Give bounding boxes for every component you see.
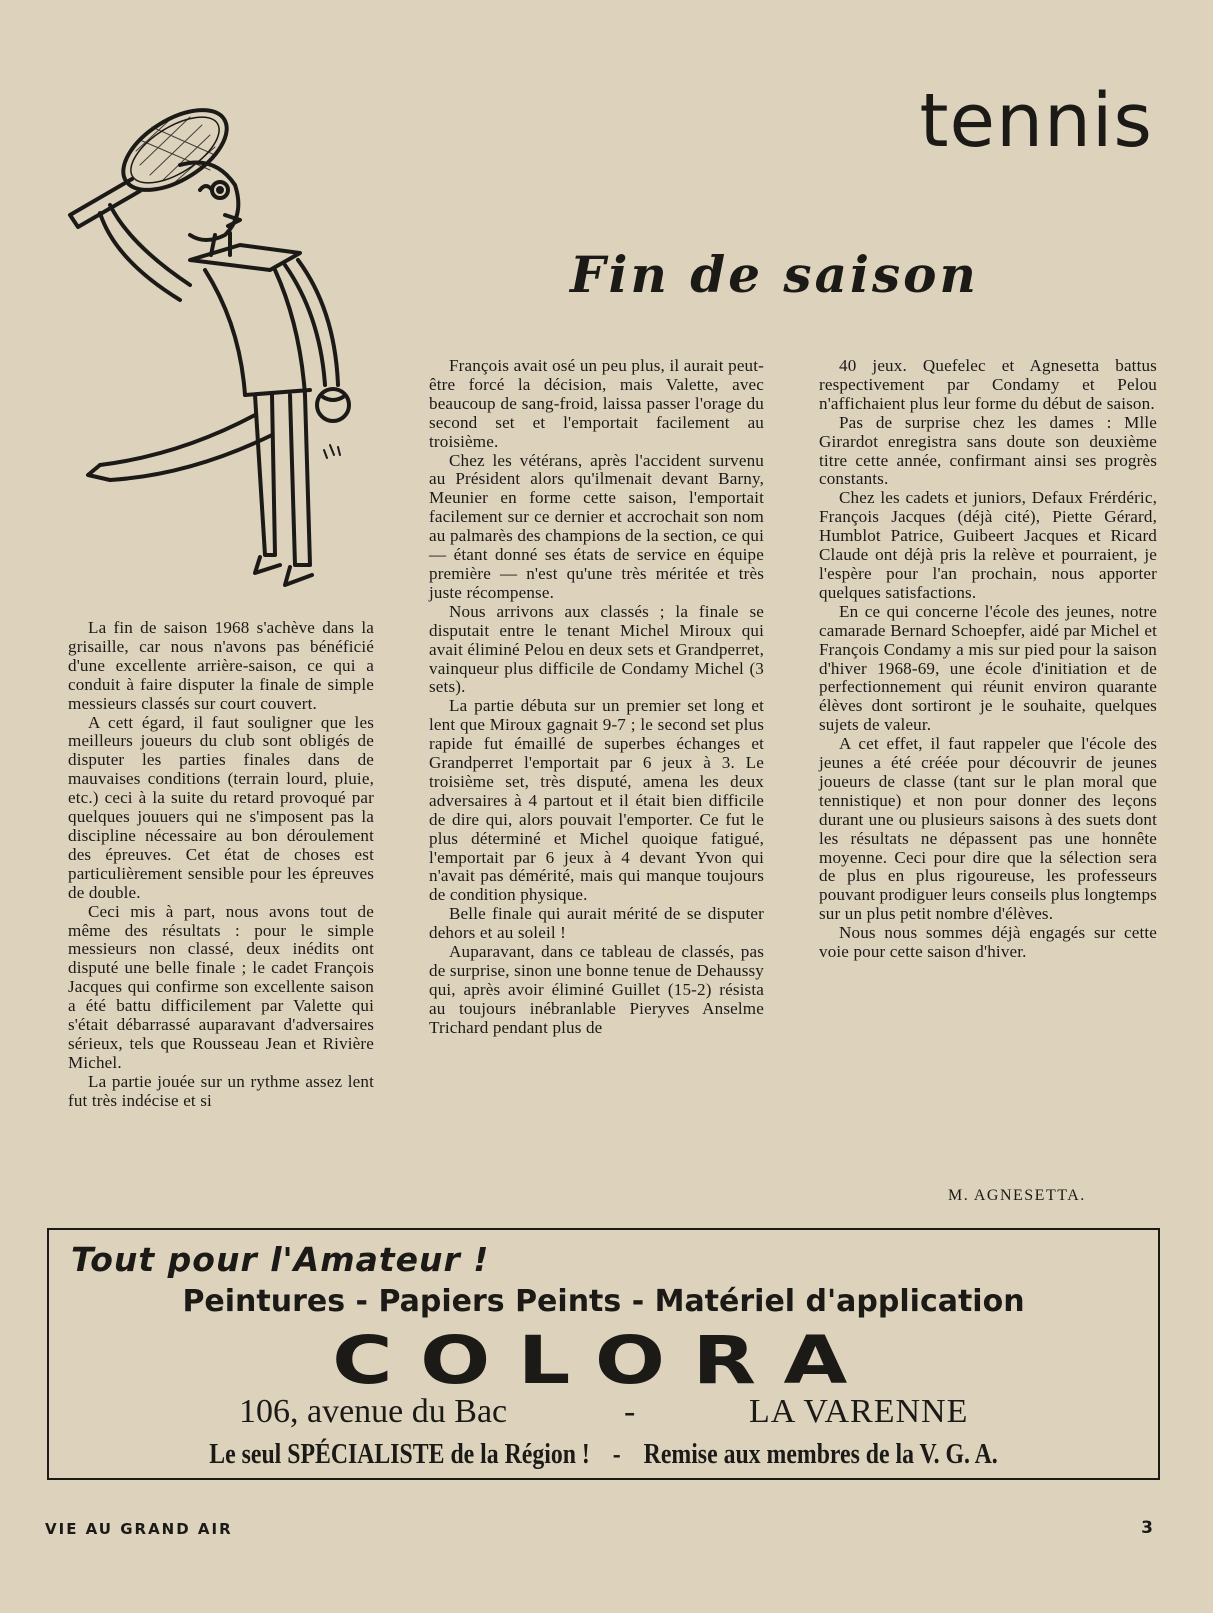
ad-separator: -: [624, 1393, 636, 1430]
section-title: tennis: [919, 78, 1153, 164]
article-paragraph: La partie débuta sur un premier set long et lent que Miroux gagnait 9-7 ; le second set plus rapide fut émaillé de superbes échanges et Grandperret l'emportait par 6 jeux à 3. Le troisième set, très disputé, amena les deux adversaires à 4 partout et il était bien difficile de dire qui, alors pouvait l'emporter. Ce fut le plus déterminé et Michel quoique fatigué, l'emportait par 6 jeux à 4 devant Yvon qui n'avait pas démérité, mais qui manque toujours de condition physique.: [429, 696, 764, 905]
article-paragraph: François avait osé un peu plus, il aurait peut-être forcé la décision, mais Valette, avec beaucoup de sang-froid, laissa passer l'orage du second set et l'emportait facilement au troisième.: [429, 356, 764, 451]
article-paragraph: A cett égard, il faut souligner que les meilleurs joueurs du club sont obligés de disputer les parties finales dans de mauvaises conditions (terrain lourd, pluie, etc.) ceci à la suite du retard provoqué par quelques jouuers qui ne s'imposent pas la discipline nécessaire au bon déroulement des épreuves. Cet état de choses est particulièrement sensible pour les épreuves de double.: [68, 712, 374, 902]
article-signature: M. AGNESETTA.: [948, 1187, 1086, 1204]
ad-subtitle: Peintures - Papiers Peints - Matériel d'application: [182, 1284, 1025, 1319]
article-paragraph: En ce qui concerne l'école des jeunes, notre camarade Bernard Schoepfer, aidé par Michel et François Condamy a mis sur pied pour la saison d'hiver 1968-69, une école d'initiation et de perfectionnement qui réunit environ quarante élèves dont sortiront je le souhaite, quelques sujets de valeur.: [819, 601, 1157, 735]
article-paragraph: Belle finale qui aurait mérité de se disputer dehors et au soleil !: [429, 904, 764, 943]
ad-tagline-separator: -: [612, 1438, 621, 1470]
article-paragraph: 40 jeux. Quefelec et Agnesetta battus respectivement par Condamy et Pelou n'affichaient plus leur forme du début de saison.: [819, 356, 1157, 413]
article-paragraph: Auparavant, dans ce tableau de classés, pas de surprise, sinon une bonne tenue de Dehaussy qui, après avoir éliminé Guillet (15-2) résista au toujours inébranlable Pieryves Anselme Trichard pendant plus de: [429, 942, 764, 1037]
article-paragraph: Nous nous sommes déjà engagés sur cette voie pour cette saison d'hiver.: [819, 923, 1157, 962]
advertisement-box: [47, 1228, 1160, 1480]
ad-headline: Tout pour l'Amateur !: [71, 1240, 490, 1279]
ad-tagline-right: Remise aux membres de la V. G. A.: [643, 1438, 998, 1470]
article-column-3: [819, 357, 1157, 962]
article-paragraph: Ceci mis à part, nous avons tout de même des résultats : pour le simple messieurs non classé, deux inédits ont disputé une belle finale ; le cadet François Jacques qui confirme son excellente saison a été battu difficilement par Valette qui s'était débarrassé auparavant d'adversaires sérieux, tels que Rousseau Jean et Rivière Michel.: [68, 901, 374, 1072]
publication-name: VIE AU GRAND AIR: [45, 1520, 233, 1538]
ad-address: 106, avenue du Bac: [239, 1393, 508, 1430]
ad-city: LA VARENNE: [749, 1393, 969, 1430]
article-column-2: [429, 357, 764, 1038]
ad-tagline-left: Le seul SPÉCIALISTE de la Région !: [209, 1438, 590, 1470]
ad-brand-name: COLORA: [332, 1322, 875, 1399]
page-number: 3: [1141, 1518, 1153, 1538]
article-paragraph: Pas de surprise chez les dames : Mlle Girardot enregistra sans doute son deuxième titre cette année, confirmant ainsi ses progrès constants.: [819, 412, 1157, 489]
tennis-player-cartoon-icon: [40, 95, 360, 595]
article-column-1: [68, 619, 374, 1111]
article-headline: Fin de saison: [570, 245, 979, 304]
article-paragraph: Nous arrivons aux classés ; la finale se disputait entre le tenant Michel Miroux qui avait éliminé Pelou en deux sets et Grandperret, vainqueur plus difficile de Condamy Michel (3 sets).: [429, 601, 764, 697]
article-paragraph: Chez les cadets et juniors, Defaux Frérdéric, François Jacques (déjà cité), Piette Gérard, Humblot Patrice, Guibeert Jacques et Ricard Claude ont déjà pris la relève et pourraient, je l'espère pour l'an prochain, nous apporter quelques satisfactions.: [819, 488, 1157, 602]
article-paragraph: A cet effet, il faut rappeler que l'école des jeunes a été créée pour découvrir de jeunes joueurs de classe (tant sur le plan moral que tennistique) et non pour donner des leçons durant une ou plusieurs saisons à des suets dont les résultats ne dépassent pas une honnête moyenne. Ceci pour dire que la sélection sera de plus en plus rigoureuse, les professeurs pouvant prodiguer leurs conseils plus longtemps sur un plus petit nombre d'élèves.: [819, 734, 1157, 924]
ad-tagline: [149, 1438, 1058, 1471]
article-paragraph: La fin de saison 1968 s'achève dans la grisaille, car nous n'avons pas bénéficié d'une excellente arrière-saison, ce qui a conduit à faire disputer la finale de simple messieurs classés sur court couvert.: [68, 618, 374, 713]
article-paragraph: Chez les vétérans, après l'accident survenu au Président alors qu'ilmenait devant Barny, Meunier en forme cette saison, l'emportait facilement sur ce dernier et accrochait son nom au palmarès des champions de la section, ce qui — étant donné ses états de service en équipe première — n'est qu'une très méritée et très juste récompense.: [429, 450, 764, 602]
article-paragraph: La partie jouée sur un rythme assez lent fut très indécise et si: [68, 1071, 374, 1110]
